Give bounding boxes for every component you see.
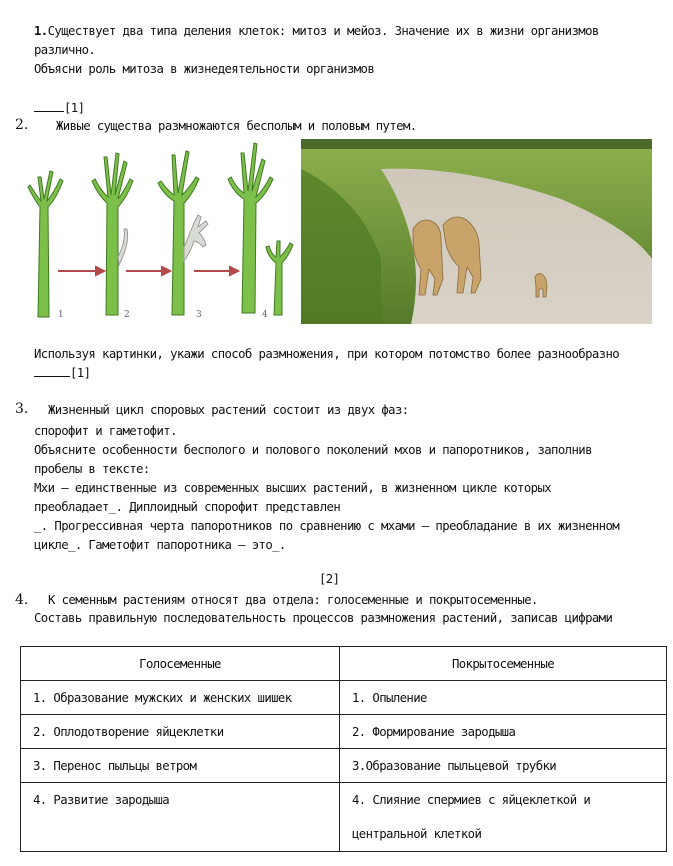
q1-blank[interactable] (34, 99, 64, 112)
q2-blank[interactable] (34, 364, 70, 377)
table-row (21, 715, 667, 749)
q3-text-line8: цикле_. Гаметофит папоротника – это_. (34, 538, 286, 552)
hydra-stage-2 (92, 153, 133, 315)
q1-answer-line (34, 99, 84, 115)
table-row (21, 681, 667, 715)
q1-text-line1: Существует два типа деления клеток: митоз и мейоз. Значение их в жизни организмов (47, 24, 599, 38)
q4-text-line1: К семенным растениям относят два отдела: голосеменные и покрытосеменные. (48, 593, 538, 607)
q2-number: 2. (15, 117, 29, 133)
q1-score: [1] (64, 101, 85, 115)
figure-label-3: 3 (196, 310, 202, 320)
header-angiosperms: Покрытосеменные (340, 647, 667, 681)
table-row (21, 783, 667, 852)
figure-label-4: 4 (262, 310, 268, 320)
question-1 (34, 22, 599, 79)
q2-instruction: Используя картинки, укажи способ размножения, при котором потомство более разнообразно (34, 347, 620, 361)
table-cell: 3. Перенос пыльцы ветром (21, 749, 340, 783)
table-header-row (21, 647, 667, 681)
q1-text-line2: различно. (34, 43, 96, 57)
hydra-stage-1 (28, 171, 63, 317)
q2-answer-line (34, 364, 90, 380)
q3-text-line4: пробелы в тексте: (34, 462, 150, 476)
figure-label-2: 2 (124, 310, 130, 320)
q3-text-line5: Мхи – единственные из современных высших растений, в жизненном цикле которых (34, 481, 552, 495)
lions-photo (301, 139, 652, 324)
hydra-stage-3 (158, 151, 208, 315)
q1-number: 1. (34, 24, 48, 38)
q3-number: 3. (15, 401, 29, 417)
q3-text-line1: Жизненный цикл споровых растений состоит из двух фаз: (48, 403, 409, 417)
table-cell: 4. Развитие зародыша (21, 783, 340, 852)
table-cell: 3.Образование пыльцевой трубки (340, 749, 667, 783)
table-cell-line2: центральной клеткой (352, 827, 482, 841)
reproduction-table (20, 646, 667, 852)
q3-text-line7: _. Прогрессивная черта папоротников по сравнению с мхами – преобладание в их жизненном (34, 519, 620, 533)
q1-text-line3: Объясни роль митоза в жизнедеятельности организмов (34, 62, 375, 76)
table-cell: 2. Формирование зародыша (340, 715, 667, 749)
q3-text-line3: Объясните особенности бесполого и полового поколений мхов и папоротников, заполнив (34, 443, 592, 457)
figure-label-1: 1 (58, 310, 64, 320)
table-cell: 2. Оплодотворение яйцеклетки (21, 715, 340, 749)
q3-text-line2: спорофит и гаметофит. (34, 424, 177, 438)
table-cell: 1. Опыление (340, 681, 667, 715)
table-cell (340, 783, 667, 852)
q3-score: [2] (319, 572, 340, 586)
table-cell-line1: 4. Слияние спермиев с яйцеклеткой и (352, 793, 591, 807)
header-gymnosperms: Голосеменные (21, 647, 340, 681)
q3-body (34, 422, 619, 555)
hydra-budding-illustration (14, 137, 298, 323)
table-row (21, 749, 667, 783)
q2-score: [1] (70, 366, 91, 380)
hydra-stage-4 (228, 143, 293, 315)
arrows (58, 267, 238, 275)
table-cell: 1. Образование мужских и женских шишек (21, 681, 340, 715)
q4-text-line2: Составь правильную последовательность процессов размножения растений, записав цифрами (34, 611, 613, 625)
q4-number: 4. (15, 592, 29, 608)
q2-text: Живые существа размножаются бесполым и половым путем. (56, 119, 417, 133)
q3-text-line6: преобладает_. Диплоидный спорофит представлен (34, 500, 341, 514)
